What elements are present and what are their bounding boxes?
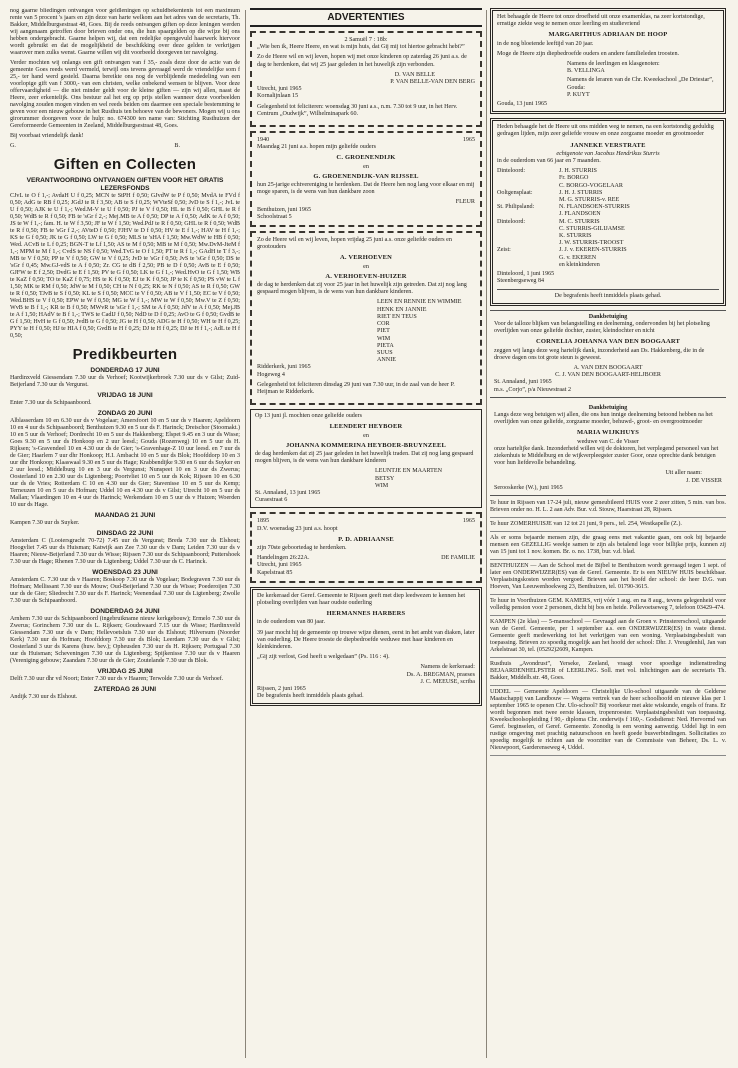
ad-dankbetuiging-wijkhuys: Dankbetuiging Langs deze weg betuigen wij allen, die ons hun innige deelneming betoond hebben na het overlijden van onze geliefde, zorgzame moeder, behuwd-, groot- en overgrootmoeder MARIA WIJKHUYS weduwe van C. de Visser onze hartelijke dank. Inzonderheid willen wij de doktoren, het verplegend personeel van het ziekenhuis te Middelburg en de wijkverpleegster zuster Goor, onze oprechte dank betuigen voor hun liefdevolle behandeling. Uit aller naam: J. DE VISSER Serooskerke (W.), juni 1965 xyxy=(490,402,726,496)
family-row xyxy=(497,190,719,197)
family-place xyxy=(497,226,559,233)
family-place xyxy=(497,175,559,182)
family-row xyxy=(497,262,719,269)
giften-heading: Giften en Collecten xyxy=(53,156,197,173)
column-rule xyxy=(245,10,246,1058)
child-name: PIETA xyxy=(377,342,394,349)
child-name: COR xyxy=(377,321,390,328)
child-name: LEEN EN RENNIE EN WIMMIE xyxy=(377,299,462,306)
day-services: Kampen 7.30 uur ds Suyker. xyxy=(10,520,80,526)
family-row xyxy=(497,175,719,182)
child-name: ANNIE xyxy=(377,357,396,364)
family-name: J. H. STURRIS xyxy=(559,168,597,175)
family-name: M. C. STURRIS xyxy=(559,218,600,225)
day-services: Delft 7.30 uur dhr vd Noort; Enter 7.30 uur ds v Haaren; Terwolde 7.30 uur ds Verhoef. xyxy=(10,676,224,682)
family-name: J. W. STURRIS-TROOST xyxy=(559,240,624,247)
day-heading: ZONDAG 20 JUNI xyxy=(97,410,153,417)
day-services: Andijk 7.30 uur ds Elshout. xyxy=(10,694,78,700)
day-heading: DONDERDAG 24 JUNI xyxy=(90,608,160,615)
family-name: Fr. BORGO xyxy=(559,175,589,182)
classified-ads xyxy=(490,500,726,756)
family-row xyxy=(497,168,719,175)
family-place: Ooltgensplaat: xyxy=(497,189,533,196)
giften-subheading: VERANTWOORDING ONTVANGEN GIFTEN VOOR HET GRATIS LEZERSFONDS xyxy=(26,177,224,192)
classified-ad: KAMPEN (2e klas) — 5-mansschool — Gevraagd aan de Groen v. Prinstererschool, uitgaande van de Geref. Gemeente, per 1 september a.s. een ONDERWIJZER(ES) in vaste dienst. Gemeente geeft medewerking tot het verkrijgen van een woning. Verplaatsingsbesluit van toepassing. Brieven zo spoedig mogelijk aan het hoofd der school: Dhr. J. Vreugdenhil, Jan van Arkelstraat 30, tel. (05292)2609, Kampen. xyxy=(490,619,726,658)
day-services: Amsterdam C (Looiersgracht 70-72) 7.45 uur ds Vergunst; Breda 7.30 uur ds Elshout; Hoogvliet 7.45 uur ds Huisman; Katwijk aan Zee 7.30 uur ds v Dam; Leiden 7.30 uur ds v Haaren; Nieuw-Beijerland 7.30 uur ds Wisse; Rijssen 7.30 uur ds Schipaanboord; Puttershoek 7.30 uur ds Hage; Rhenen 7.30 uur ds Ligtenberg; Uddel 7.30 uur ds C. Harinck. xyxy=(10,538,240,565)
intro-thanks: Bij voorbaat vriendelijk dank! xyxy=(10,133,84,139)
classified-ad: Te huur in Voorthuizen GEM. KAMERS, vrij vóór 1 aug. en na 8 aug., tevens gelegenheid voor volledig pension voor 2 personen, dicht bij bos en heide. Pollevoetseweg 7, telefoon 03429-474. xyxy=(490,598,726,616)
day-heading: VRIJDAG 25 JUNI xyxy=(97,668,153,675)
family-place xyxy=(497,197,559,204)
classified-ad: Te huur in Rijssen van 17-24 juli, nieuw gemeubileerd HUIS voor 2 zeer zitten, 5 min. van bos. Brieven onder no. H. L. 2 aan Adv. Bur. v.d. Stouw, Haarstraat 28, Rijssen. xyxy=(490,500,726,518)
family-place: Dinteloord: xyxy=(497,168,526,175)
family-place xyxy=(497,211,559,218)
predikbeurten-list xyxy=(10,367,240,701)
family-place xyxy=(497,262,559,269)
family-place xyxy=(497,240,559,247)
ad-jubileum-van-belle: 2 Samuël 7 : 18b: „Wie ben ik, Heere Heere, en wat is mijn huis, dat Gij mij tot hiertoe gebracht hebt?” Zo de Heere wil en wij leven, hopen wij met onze kinderen op zaterdag 26 juni a.s. de dag te herdenken, dat wij 25 jaar geleden in het huwelijk zijn verbonden. D. VAN BELLE P. VAN BELLE-VAN DEN BERG Utrecht, juni 1965 Kornalijnlaan 15 Gelegenheid tot feliciteren: woensdag 30 juni a.s., n.m. 7.30 tot 9 uur, in het Herv. Centrum „Oudwijk”, Wilhelminapark 60. xyxy=(250,31,482,127)
family-name: J. J. v. EKEREN-STURRIS xyxy=(559,247,627,254)
family-name: N. FLANDSOEN-STURRIS xyxy=(559,204,630,211)
day-heading: WOENSDAG 23 JUNI xyxy=(92,569,158,576)
family-place: St. Philipsland: xyxy=(497,204,535,211)
family-row xyxy=(497,255,719,262)
children-list xyxy=(375,468,477,490)
family-name: J. H. J. STURRIS xyxy=(559,189,603,196)
family-name: C. STURRIS-GILIJAMSE xyxy=(559,225,625,232)
day-heading: ZATERDAG 26 JUNI xyxy=(93,686,157,693)
column-left xyxy=(10,8,240,1060)
ad-jubileum-heyboer: Op 13 juni jl. mochten onze geliefde ouders LEENDERT HEYBOER en JOHANNA KOMMERINA HEYBOER-BRUYNZEEL de dag herdenken dat zij 25 jaar geleden in het huwelijk traden. Dat zij nog lang gespaard mogen blijven, is de wens van hun dankbare kinderen LEUNTJE EN MAARTEN BETSY WIM St. Annaland, 13 juni 1965 Curaestraat 6 xyxy=(250,409,482,508)
family-row xyxy=(497,219,719,226)
column-right xyxy=(490,8,726,1060)
family-name: M. G. STURRIS-v. REE xyxy=(559,197,620,204)
child-name: HENK EN JANNIE xyxy=(377,306,427,313)
family-name: G. v. EKEREN xyxy=(559,254,597,261)
child-name: WIM xyxy=(375,482,389,489)
classified-ad: UDDEL — Gemeente Apeldoorn — Christelijke Ulo-school uitgaande van de Gelderse Maatschappij van Landbouw — Wegens vertrek van de heer schoolhoofd en nieuwe klas per 1 september 1965 te openen Chr. Ulo-school? Bij voorkeur met akte wiskunde, engels of frans. Er wordt begonnen met twee eerste klassen, tropenroester. Verplaatsingsbesluit van toepassing. Kweekschoolsopleiding f 90,- diploma Chr. onderwijs f 160,-. Godsdienst: Ned. Hervormd van Geref. beginselen, of Geref. Gemeente. Zonodig is een woning aanwezig. Uddel ligt in een rustige omgeving met prachtig natuurschoon en heeft goede busverbindingen. Sollicitaties zo spoedig mogelijk te richten aan de voorzitter van de Commissie van Beheer, Ds. L. v. Nieuwpoort, Garderenseweg 4, Uddel. xyxy=(490,689,726,756)
child-name: WIM xyxy=(377,335,391,342)
child-name: PIET xyxy=(377,328,390,335)
family-row xyxy=(497,247,719,254)
day-heading: VRIJDAG 18 JUNI xyxy=(97,392,153,399)
day-heading: DINSDAG 22 JUNI xyxy=(96,530,154,537)
ad-dankbetuiging-boogaart: Dankbetuiging Voor de talloze blijken van belangstelling en deelneming, ondervonden bij het plotseling overlijden van onze geliefde dochter, zuster, kleindochter en nicht CORNELIA JOHANNA VAN DEN BOOGAART zeggen wij langs deze weg hartelijk dank, inzonderheid aan Ds. Hakkenberg, die in de droeve dagen ons tot grote steun is geweest. A. VAN DEN BOOGAART C. J. VAN DEN BOOGAART-HELJBOER St. Annaland, juni 1965 m.s. „Corjo”, p/a Nieuwstraat 2 xyxy=(490,310,726,398)
family-row xyxy=(497,197,719,204)
children-list xyxy=(377,299,475,364)
predikbeurten-heading: Predikbeurten xyxy=(72,346,178,363)
intro-paragraph-2: Verder mochten wij onlangs een gift ontvangen van f 35,- zoals deze door de actie van de gemeente Goes reeds werd vermeld, terwijl ons tevens gevraagd werd de vriendelijke som f 25,- ter hand werd gesteld. Daarna bereikte ons nog de verblijdende mededeling van een voorlopige gift van f 3000,- van een christen, welke onbekend wensen te blijven. Voor deze offervaardigheid — die niet minder geldt voor de kleine giften — zijn wij allen, naast de Heere, zeer erkentelijk. Ons bestuur zal het erg op prijs stellen wanneer deze voorbeelden navolging zouden mogen vinden en wel reeds beiden om daarmee een speciale bestemming te geven voor een nieuw gebouw in het Rusthuis ten behoeve van de bewoners. Mogen wij u ons girorummer doorgeven voor de hulp: no. 674300 ten name van: Stichting Rusthuizen der Gereformeerde Gemeenten in Zeeland, Middelburgsestraat 48, Goes. xyxy=(10,60,240,129)
child-name: BETSY xyxy=(375,475,395,482)
advertenties-heading: ADVERTENTIES xyxy=(250,8,482,27)
family-name: C. BORGO-VOGELAAR xyxy=(559,182,623,189)
family-row xyxy=(497,226,719,233)
ad-overlijden-verstrate: Heden behaagde het de Heere uit ons midden weg te nemen, na een kortstondig geduldig gedragen lijden, mijn zeer geliefde vrouw en onze zorgzame moeder en grootmoeder JANNEKE VERSTRATE echtgenote van Jacobus Hendrikus Sturris in de ouderdom van 66 jaar en 7 maanden. Dinteloord: J. H. STURRIS Fr. BORGO C. BORGO-VOGELAAR Ooltgensplaat: J. H. J. STURRIS M. G. STURRIS-v. REE St. Philipsland: N. FLANDSOEN-STURRIS J. FLANDSOEN Dinteloord: M. C. STURRIS C. STURRIS-GILIJAMSE K. STURRIS J. W. STURRIS-TROOST Zeist: J. J. v. EKEREN-STURRIS G. v. EKEREN en kleinkinderen Dinteloord, 1 juni 1965 Steenbergseweg 84 De begrafenis heeft inmiddels plaats gehad. xyxy=(490,118,726,305)
intro-paragraph: nog gaarne bliedingen ontvangen voor geldleningen op schuldbekentenis tot een maximum rente van 5 procent 's jaars en zijn deze van harte welkom aan het adres van de secretaris, Th. Bakker, Middelburgsestraat 48, Goes. Bij de reeds ontvangen giften op deze leningen werden wij aangenaam getroffen door brieven onder ons, die hun spaargelden op die wijze bij ons hebben ondergebracht. Gaarne helpen wij, dat een redelijke opengevuld haarwerk hiervoor wordt gebruikt en dat de mogelijkheid de beschikking over deze gelden te verkrijgen waarover men zulks wenst. Gaarne willen wij dit voorbeeld doorgeven ter navolging. xyxy=(10,8,240,56)
column-rule xyxy=(486,10,487,1058)
column-middle xyxy=(250,8,482,1060)
classified-ad: BENTHUIZEN — Aan de School met de Bijbel te Benthuizen wordt gevraagd tegen 1 sept. of later een ONDERWIJZER(ES) van de Geref. Gemeente. Er is een NIEUW HUIS beschikbaar. Verplaatsingskosten worden vergoed. Brieven aan het hoofd der school: de heer D.G. van Hoeven, Van Leeuwenhoekweg 23, Benthuizen, tel. 01790-3615. xyxy=(490,563,726,595)
child-name: RIET EN TEUS xyxy=(377,313,417,320)
family-row xyxy=(497,204,719,211)
family-row xyxy=(497,183,719,190)
family-list xyxy=(497,168,719,269)
family-place: Zeist: xyxy=(497,247,511,254)
ad-jubileum-verhoeven: Zo de Heere wil en wij leven, hopen vrijdag 25 juni a.s. onze geliefde ouders en grootouders A. VERHOEVEN en A. VERHOEVEN-HUIZER de dag te herdenken dat zij voor 25 jaar in het huwelijk zijn getreden. Dat zij nog lang gespaard mogen blijven, is de wens van hun dankbare kinderen. LEEN EN RENNIE EN WIMMIE HENK EN JANNIE RIET EN TEUS COR PIET WIM PIETA SUUS ANNIE Ridderkerk, juni 1965 Hogeweg 4 Gelegenheid tot feliciteren dinsdag 29 juni van 7.30 uur, in de zaal van de heer P. Heijman te Ridderkerk. xyxy=(250,231,482,405)
ad-verjaardag-adriaanse: 1895 1965 D.V. woensdag 23 juni a.s. hoopt P. D. ADRIAANSE zijn 70ste geboortedag te herdenken. Handelingen 26:22A. DE FAMILIE Utrecht, juni 1965 Kapelstraat 85 xyxy=(250,512,482,582)
family-name: J. FLANDSOEN xyxy=(559,211,601,218)
classified-ad: Te huur ZOMERHUISJE van 12 tot 21 juni, 9 pers., tel. 254, Westkapelle (Z.). xyxy=(490,521,726,532)
day-services: Arnhem 7.30 uur ds Schipaanboord (ingebruikname nieuw kerkgebouw); Ermelo 7.30 uur ds Zwerus; Gorinchem 7.30 uur ds L. Rijksen; Goudswaard 7.15 uur ds Wisse; Hardinxveld Giessendam 7.30 uur ds v Dam; Hellevoetsluis 7.30 uur ds Elshout; Hilversum (Noorder Kerk) 7.30 uur ds Hofman; Hoofddorp 7.30 uur ds Blok; Leerdam 7.30 uur ds v Gilst; Oosterland 3 uur ds Karens (huw. bev.); Opheusden 7.30 uur ds H. Rijksen; Portugaal 7.30 uur ds Huisman; Scheveningen 7.30 uur ds Ligtenberg; Spijkenisse 7.30 uur ds v Haaren (Vereniging gebouw; Zaandam 7.30 uur ds de Gier; Zoutelande 7.30 uur ds Blok. xyxy=(10,616,240,664)
ad-overlijden-de-hoop: Het behaagde de Heere tot onze droefheid uit onze examenklas, na zeer kortstondige, ernstige ziekte weg te nemen onze leerling en studievriend MARGARITHUS ADRIAAN DE HOOP in de nog bloeiende leeftijd van 20 jaar. Moge de Heere zijn diepbedroefde ouders en andere familieleden troosten. Namens de leerlingen en klasgenoten: B. VELLINGA Namens de leraren van de Chr. Kweekschool „De Driestar”, Gouda: P. KUYT Gouda, 13 juni 1965 xyxy=(490,8,726,114)
family-row xyxy=(497,240,719,247)
day-services: Hardinxveld Giessendam 7.30 uur ds Verhoef; Kootwijkerbroek 7.30 uur ds v Gilst; Zuid-Beijerland 7.30 uur ds Vergunst. xyxy=(10,375,240,388)
family-place xyxy=(497,183,559,190)
day-services: Amsterdam C. 7.30 uur ds v Haaren; Boskoop 7.30 uur ds Vogelaar; Bodegraven 7.30 uur ds Hofman; Mellissant 7.30 uur ds Mouw; Oud-Beijerland 7.30 uur ds Wisse; Poederoijen 7.30 uur ds de Gier; Sliedrecht 7.30 uur ds F. Harinck; Veenendaal 7.30 uur ds Ligtenberg; Zwolle 7.30 uur ds Schipaanboord. xyxy=(10,577,240,604)
day-services: Alblasserdam 10 en 6.30 uur ds v Vogelaar; Amersfoort 10 en 5 uur ds v Haaren; Apeldoorn 10 en 4 uur ds Schipaanboord; Benthuizen 9.30 en 5 uur ds F. Harinck; Dreischor (Stoomakt.) 10 en 5 uur ds Verhoef; Dordrecht 10 en 5 uur ds Hakkenberg; Elspet 9.45 en 3 uur ds Wisse; Goes 9.30 en 5 uur ds Honkoop en 2 uur leesd.; Gouda (Rozenweg) 10 en 5 uur ds H. Rijksen; 's-Gravendeel 10 en 4.30 uur ds de Gier; 's-Gravenhage-Z 10 uur leesd. en 7 uur ds de Gier; Haarlem 7 uur dhr Honkoop; H.I. Ambacht 10 en 5 uur ds Blok; Hoofddorp 10 en 3 uur dhr Honkoop; Klaaswaal 9.30 en 5 uur ds Hage; Krabbendijke 9.30 en 6 uur ds Suyker en 2 uur leesd.; Middelburg 10 en 3 uur ds Vergunst; Nunspeet 10 en 3 uur ds Zwerus; Oosterland 10 en 2.30 uur ds Ligtenberg; Poortvliet 10 en 5 uur ds Kok; Rijssen 10 en 6.30 uur ds de Vries; Rotterdam C 10 en 4.30 uur ds Gier; Stavenisse 10 en 5 uur ds Kemp; Terneuzen 10 en 5 uur ds Hofman; Uddel 10 en 4.30 uur ds v Gilst; Utrecht 10 en 5 uur ds Mallan; Vlaardingen 10 en 4 uur ds Harinck; Werkendam 10 en 5 uur ds v Huizen; Woerden 10 uur ds Hage. xyxy=(10,418,240,508)
family-place xyxy=(497,255,559,262)
day-heading: MAANDAG 21 JUNI xyxy=(94,512,156,519)
intro-signature: G. B. xyxy=(10,143,180,149)
child-name: SUUS xyxy=(377,349,393,356)
giften-list: CJvL te O f 1,-; AvdaH U f 0,25; MCN te StPH f 0,50; GJvdW te P f 0,50; MvdA te FVd f 0,50; AdG te RB f 0,25; JGdJ te R f 3,50; AB te S f 0,25; WVteSf 0,50; JvD te S f 1,-; JvL te U f 0,50; AJK te U f 1,-; Wed.M-V te U f 0,50; PJ te V f 0,50; HL te B f 0,50; GHL te R f 0,50; WdB te R f 0,50; FB te 'sGr f 2,-; Mej.MB te A f 0,50; DP te A f 0,50; AdK te A f 0,50; JS te W f 1,-; fam. H. te W f 3,50; JF te W f 1,50; Wed.PdJ te R f 0,50; GHL te R f 0,50; WdB te R f 0,50; FB te 'sGr f 2,-; AVteD f 0,50; FJHV te D f 0,50; HV te E f 1,-; HAV te H f 1,-; KS te G f 0,50; JK te G f 0,50; LW te G f 0,50; MLS te 'sHA f 1,50; Mw.WdW te HB f 0,50; Wed. ACvB te L f 0,25; BGN-T te Lf 1,50; AS te M f 0,50; MB te M f 0,50; Mw.DvM-JteM f 1,-; MPM te M f 1,-; CvdS te NS f 0,50; Wed.TvG te O f 1,50; PT te R f 1,-; GAdH te T f 3,-; MB te V f 0,50; PP te V f 0,50; GW te V f 0,25; JvD te 'sGr f 0,50; JvS te 'sGr f 0,50; DS te 'sGr f 0,45; Mw.GJ-vdS te A f 0,50; Zr. CG te dB f 2,50; PB te D f 0,50; AvB te E f 0,50; GJFW te E f 2,50; DvdG te E f 1,50; PV te G f 0,50; LK te G f 1,-; Wed.HvO te G f 1,50; WB te KaZ f 0,50; TO te KaZ f 0,75; HS te K f 0,50; EJ te K f 0,50; JP te K f 0,50; PS vW te L f 1,50; MK te RM f 0,50; JdW te M f 0,50; CH te N f 0,25; RK te N f 0,50; AS te R f 0,50; GW te R f 0,50; TJvB te S f 0,50; KL te S f 0,50; MCC te V f 0,50; AB te V f 1,50; EC te V f 0,50; Wed.BHS te V f 0,50; EPW te W f 0,50; MG te W f 1,-; MW te W f 0,50; Mw.V te Z f 0,50; WvB te B f 1,-; KR te B f 0,50; MWvR te 'sGr f 1,-; SM te A f 0,50; JdV te A f 0,50; Mej.JB te A f 1,50; HAdV te B f 1,-; TWS te CadIJ f 0,50; NdD te D f 0,25; AvO te G f 0,50; GvdB te G f 1,50; HvH te G f 0,50; JvdB te G f 0,50; JG te H f 0,50; ADG te H f 0,50; WH te H f 0,25; PYY te H f 0,50; HJ te HIA f 0,50; GvdB te H f 0,25; DJ te H f 0,25; DJ te H f 1,-; AdL te H f 0,50; xyxy=(10,193,240,339)
family-name: K. STURRIS xyxy=(559,233,592,240)
family-row xyxy=(497,211,719,218)
day-services: Enter 7.30 uur ds Schipaanboord. xyxy=(10,400,92,406)
family-place xyxy=(497,233,559,240)
classified-ad: Als er soms bejaarde mensen zijn, die graag eens met vakantie gaan, om ook bij bejaarde mensen een GEZELLIG weekje samen te zijn als betalend loge voor billijke prijs, kunnen zij van 15 juni tot 1 nov. komen. Br. o. no. 1738, bur. v.d. blad. xyxy=(490,535,726,560)
day-heading: DONDERDAG 17 JUNI xyxy=(90,367,160,374)
family-row xyxy=(497,233,719,240)
classified-ad: Rusthuis „Avondrust”, Yerseke, Zeeland, vraagt voor spoedige indiensttreding BEJAARDENHELPSTER of LEERLING. Soll. met vol. inlichtingen aan de secretaris Th. Bakker, Middelb.str. 48, Goes. xyxy=(490,661,726,686)
child-name: LEUNTJE EN MAARTEN xyxy=(375,468,442,475)
ad-jubileum-groenendijk: 1940 1965 Maandag 21 juni a.s. hopen mijn geliefde ouders C. GROENENDIJK en G. GROENENDIJK-VAN RIJSSEL hun 25-jarige echtvereniging te herdenken. Dat de Heere hen nog lang voor elkaar en mij moge sparen, is de wens van hun dankbare zoon FLEUR Benthuizen, juni 1965 Schoolstraat 5 xyxy=(250,131,482,227)
ad-overlijden-harbers: De kerkeraad der Geref. Gemeente te Rijssen geeft met diep leedwezen te kennen het plotseling overlijden van haar oudste ouderling HERMANNES HARBERS in de ouderdom van 80 jaar. 39 jaar mocht hij de gemeente op trouwe wijze dienen, eerst in het ambt van diaken, later van ouderling. De Heere troeste de diepbedroefde weduwe met haar kinderen en kleinkinderen. „Gij zijt verlost, God heeft u welgedaan” (Ps. 116 : 4). Namens de kerkeraad: Ds. A. BREGMAN, praeses J. C. MEEUSE, scriba Rijssen, 2 juni 1965 De begrafenis heeft inmiddels plaats gehad. xyxy=(250,587,482,707)
family-place: Dinteloord: xyxy=(497,218,526,225)
family-name: en kleinkinderen xyxy=(559,261,600,268)
